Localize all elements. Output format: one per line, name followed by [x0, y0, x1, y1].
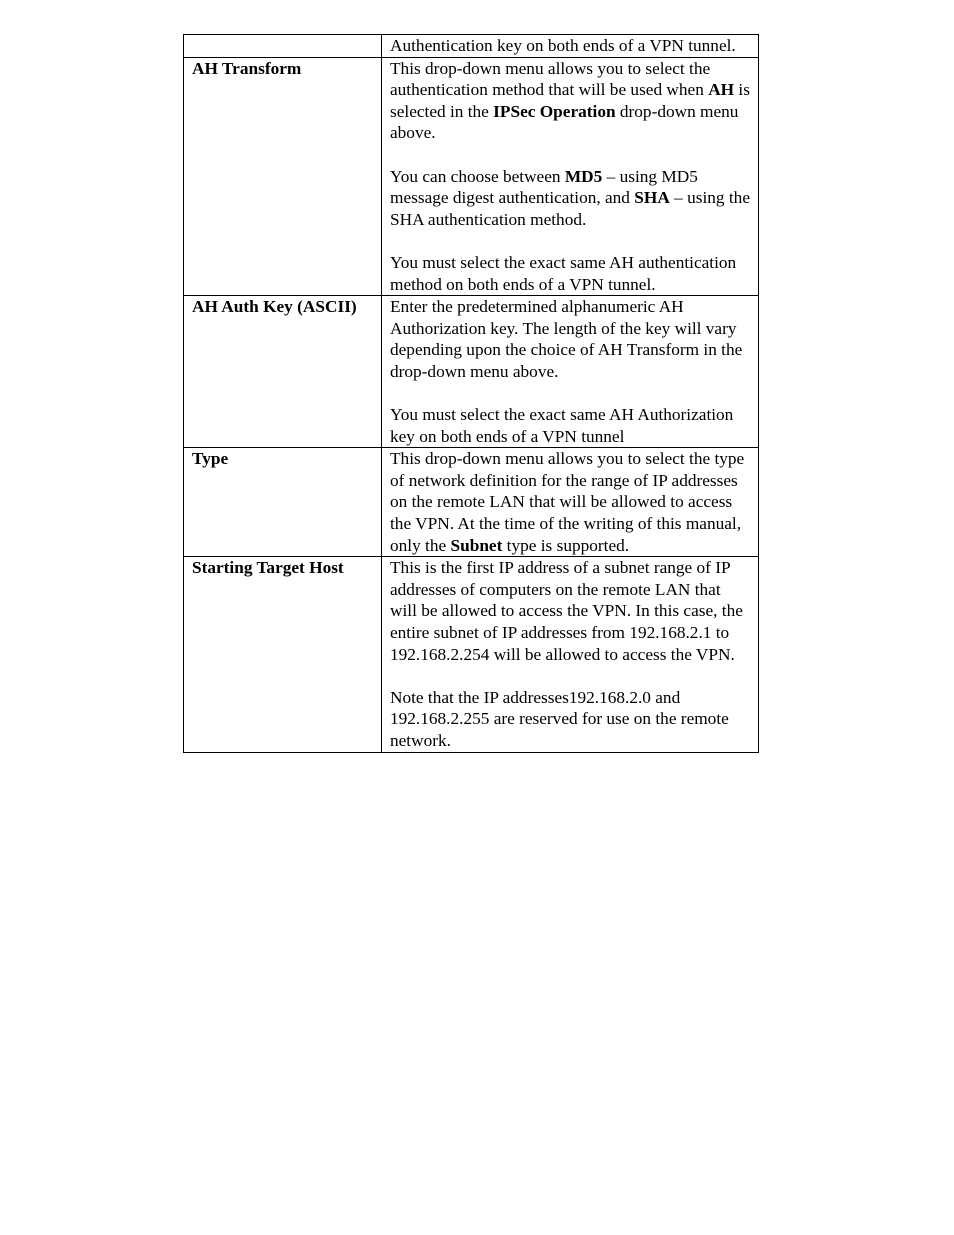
description-paragraph — [390, 404, 750, 447]
emphasized-term: AH — [708, 80, 735, 100]
text-run: You can choose between — [390, 166, 565, 186]
text-run: Note that the IP addresses192.168.2.0 and 192.168.2.255 are reserved for use on the remote network. — [390, 687, 729, 750]
settings-table-body — [184, 35, 759, 753]
setting-description — [382, 296, 759, 448]
setting-description — [382, 35, 759, 58]
table-row — [184, 57, 759, 296]
emphasized-term: Subnet — [450, 535, 503, 555]
text-run: type is supported. — [502, 535, 630, 555]
description-paragraph — [390, 557, 750, 665]
setting-name — [184, 35, 382, 58]
description-paragraph — [390, 35, 750, 57]
text-run: drop-down menu above. — [390, 101, 739, 143]
emphasized-term: IPSec Operation — [493, 101, 616, 121]
text-run: You must select the exact same AH Authorization key on both ends of a VPN tunnel — [390, 405, 734, 446]
description-paragraph — [390, 448, 750, 556]
setting-name: Starting Target Host — [184, 557, 382, 752]
emphasized-term: SHA — [634, 188, 670, 208]
text-run: – using the SHA authentication method. — [390, 188, 750, 229]
text-run: You must select the exact same AH authentication method on both ends of a VPN tunnel. — [390, 252, 737, 294]
text-run: This drop-down menu allows you to select the authentication method that will be used when — [390, 58, 711, 100]
description-paragraph — [390, 296, 750, 382]
description-paragraph — [390, 166, 750, 231]
setting-description — [382, 557, 759, 752]
table-row — [184, 296, 759, 448]
setting-name: AH Transform — [184, 57, 382, 296]
text-run: – using MD5 message digest authentication, and — [390, 166, 698, 208]
text-run: This is the first IP address of a subnet range of IP addresses of computers on the remote LAN that will be allowed to access the VPN. In this case, the entire subnet of IP addresses from 192.168.2.1 to 192.168.2.254 will be allowed to access the VPN. — [390, 558, 743, 664]
setting-description — [382, 448, 759, 557]
text-run: Enter the predetermined alphanumeric AH Authorization key. The length of the key will vary depending upon the choice of AH Transform in the drop-down menu above. — [390, 297, 743, 381]
text-run: is selected in the — [390, 80, 750, 121]
table-row — [184, 35, 759, 58]
setting-description — [382, 57, 759, 296]
table-row — [184, 448, 759, 557]
setting-name: Type — [184, 448, 382, 557]
emphasized-term: MD5 — [564, 166, 603, 186]
settings-table — [183, 34, 759, 753]
description-paragraph — [390, 58, 750, 144]
description-paragraph — [390, 687, 750, 752]
setting-name: AH Auth Key (ASCII) — [184, 296, 382, 448]
description-paragraph — [390, 252, 750, 295]
table-row — [184, 557, 759, 752]
text-run: Authentication key on both ends of a VPN tunnel. — [390, 36, 736, 55]
text-run: This drop-down menu allows you to select the type of network definition for the range of IP addresses on the remote LAN that will be allowed to access the VPN. At the time of the writing of this manual, only the — [390, 449, 745, 555]
